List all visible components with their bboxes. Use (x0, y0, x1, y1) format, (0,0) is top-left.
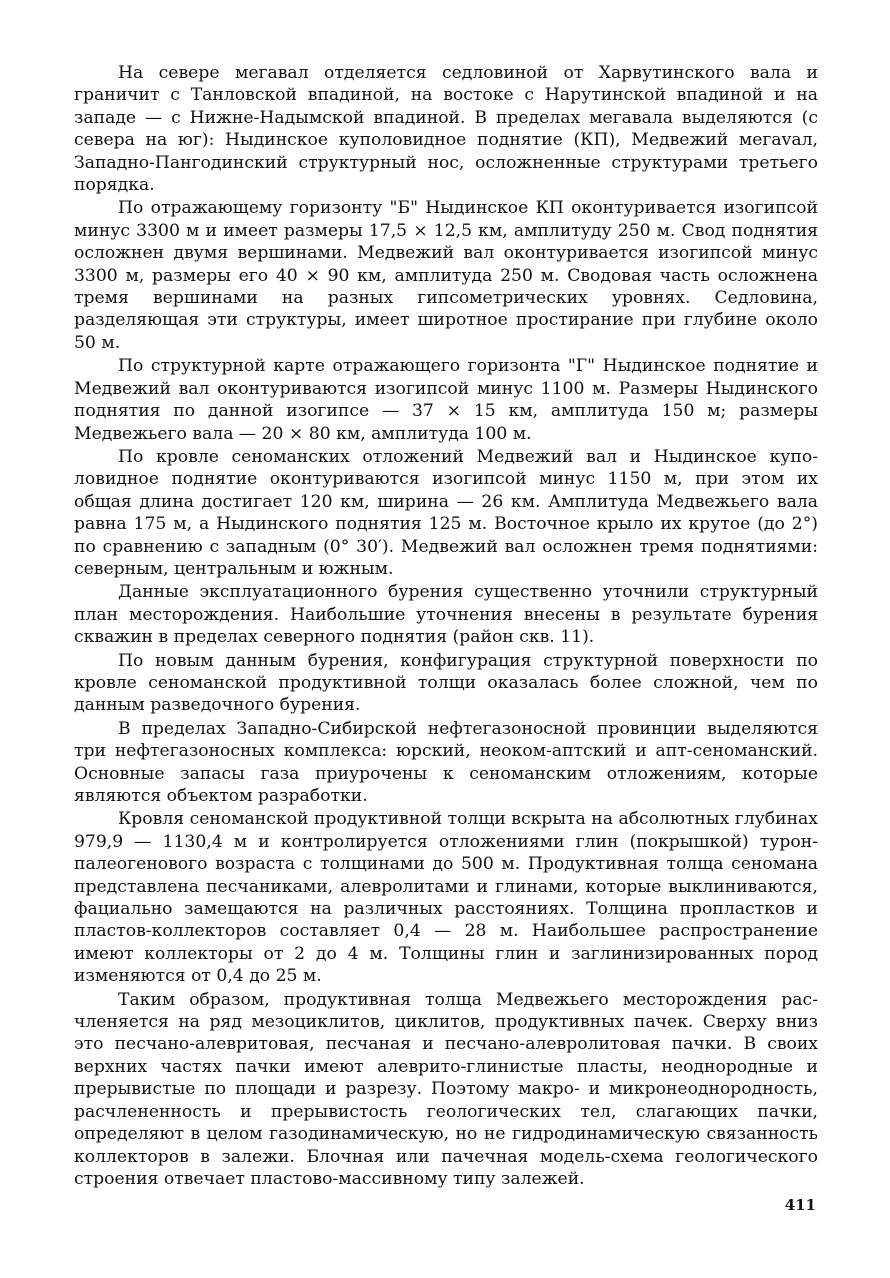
paragraph: Кровля сеноманской продуктивной толщи вскрыта на абсолютных глубинах 979,9 — 1130,4 м и контролируется отложениями глин (покрышкой) турон-палеогенового возраста с толщинами до 500 м. Продуктивная толща сеномана представлена песчаниками, алевролитами и глинами, которые выклиниваются, фациально замещаются на различных расстояниях. Толщина пропластков и пластов-коллекторов составляет 0,4 — 28 м. Наибольшее распространение имеют коллекторы от 2 до 4 м. Толщины глин и заглинизированных пород изменяются от 0,4 до 25 м. (74, 809, 818, 987)
paragraph: По кровле сеноманских отложений Медвежий вал и Ныдинское куполовидное поднятие оконтуриваются изогипсой минус 1150 м, при этом их общая длина достигает 120 км, ширина — 26 км. Амплитуда Медвежьего вала равна 175 м, а Ныдинского поднятия 125 м. Восточное крыло их крутое (до 2°) по сравнению с западным (0° 30′). Медвежий вал осложнен тремя поднятиями: северным, центральным и южным. (74, 446, 818, 579)
paragraph: Таким образом, продуктивная толща Медвежьего месторождения расчленяется на ряд мезоциклитов, циклитов, продуктивных пачек. Сверху вниз это песчано-алевритовая, песчаная и песчано-алевролитовая пачки. В своих верхних частях пачки имеют алеврито-глинистые пласты, неоднородные и прерывистые по площади и разрезу. Поэтому макро- и микронеоднородность, расчлененность и прерывистость геологических тел, слагающих пачки, определяют в целом газодинамическую, но не гидродинамическую связанность коллекторов в залежи. Блочная или пачечная модель-схема геологического строения отвечает пластово-массивному типу залежей. (74, 989, 818, 1189)
page-body (74, 62, 818, 1190)
paragraph: На севере мегавал отделяется седловиной от Харвутинского вала и граничит с Танловской впадиной, на востоке с Нарутинской впадиной и на западе — с Нижне-Надымской впадиной. В пределах мегавала выделяются (с севера на юг): Ныдинское куполовидное поднятие (КП), Медвежий мегаvал, Западно-Пангодинский структурный нос, осложненные структурами третьего порядка. (74, 63, 818, 196)
page-number: 411 (784, 1196, 816, 1214)
paragraph: Данные эксплуатационного бурения существенно уточнили структурный план месторождения. Наибольшие уточнения внесены в результате бурения скважин в пределах северного поднятия (район скв. 11). (74, 582, 818, 648)
paragraph: По структурной карте отражающего горизонта "Г" Ныдинское поднятие и Медвежий вал оконтуриваются изогипсой минус 1100 м. Размеры Ныдинского поднятия по данной изогипсе — 37 × 15 км, амплитуда 150 м; размеры Медвежьего вала — 20 × 80 км, амплитуда 100 м. (74, 356, 818, 444)
paragraph: По отражающему горизонту "Б" Ныдинское КП оконтуривается изогипсой минус 3300 м и имеет размеры 17,5 × 12,5 км, амплитуду 250 м. Свод поднятия осложнен двумя вершинами. Медвежий вал оконтуривается изогипсой минус 3300 м, размеры его 40 × 90 км, амплитуда 250 м. Сводовая часть осложнена тремя вершинами на разных гипсометрических уровнях. Седловина, разделяющая эти структуры, имеет широтное простирание при глубине около 50 м. (74, 198, 818, 353)
paragraph: По новым данным бурения, конфигурация структурной поверхности по кровле сеноманской продуктивной толщи оказалась более сложной, чем по данным разведочного бурения. (74, 650, 818, 716)
paragraph: В пределах Западно-Сибирской нефтегазоносной провинции выделяются три нефтегазоносных комплекса: юрский, неоком-аптский и апт-сеноманский. Основные запасы газа приурочены к сеноманским отложениям, которые являются объектом разработки. (74, 718, 818, 806)
